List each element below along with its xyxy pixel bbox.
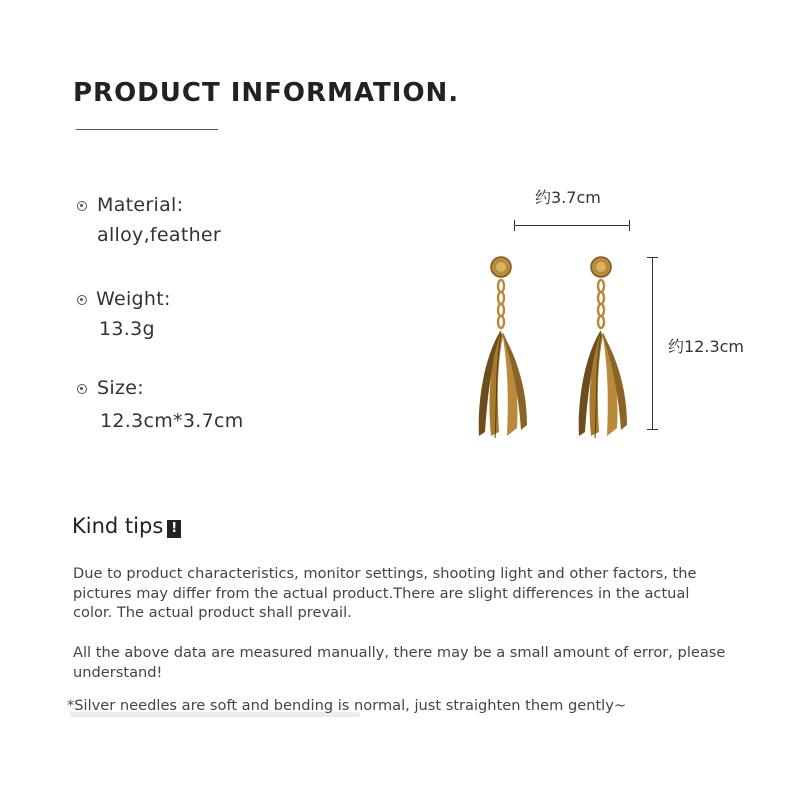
width-dimension-line <box>514 225 630 226</box>
width-tick-left <box>514 220 515 231</box>
spec-label: Material: <box>97 194 184 216</box>
spec-label: Size: <box>97 377 144 399</box>
spec-value: alloy,feather <box>97 224 222 246</box>
kind-tips-title: Kind tips <box>72 514 164 538</box>
height-dimension-line <box>652 257 653 429</box>
height-tick-top <box>647 257 658 258</box>
earring-right <box>579 257 627 438</box>
tips-note: *Silver needles are soft and bending is normal, just straighten them gently~ <box>67 697 627 714</box>
width-tick-right <box>629 220 630 231</box>
bullet-icon <box>77 201 87 211</box>
bullet-icon <box>77 295 87 305</box>
bullet-icon <box>77 384 87 394</box>
earring-left <box>479 257 527 438</box>
spec-value: 12.3cm*3.7cm <box>100 410 244 432</box>
exclamation-icon: ! <box>167 520 181 538</box>
height-dimension-label: 约12.3cm <box>668 337 745 356</box>
tips-paragraph-2: All the above data are measured manually, there may be a small amount of error, please understand! <box>73 644 726 681</box>
title-divider <box>76 129 218 130</box>
page-title: PRODUCT INFORMATION. <box>73 78 460 108</box>
kind-tips-heading <box>72 514 181 538</box>
width-dimension-label: 约3.7cm <box>535 188 601 207</box>
spec-value: 13.3g <box>99 318 155 340</box>
product-photo <box>465 250 645 445</box>
height-tick-bottom <box>647 429 658 430</box>
tips-paragraph-1: Due to product characteristics, monitor settings, shooting light and other factors, the pictures may differ from the actual product.There are slight differences in the actual color. The actual product shall prevail. <box>73 565 697 621</box>
spec-label: Weight: <box>96 288 171 310</box>
